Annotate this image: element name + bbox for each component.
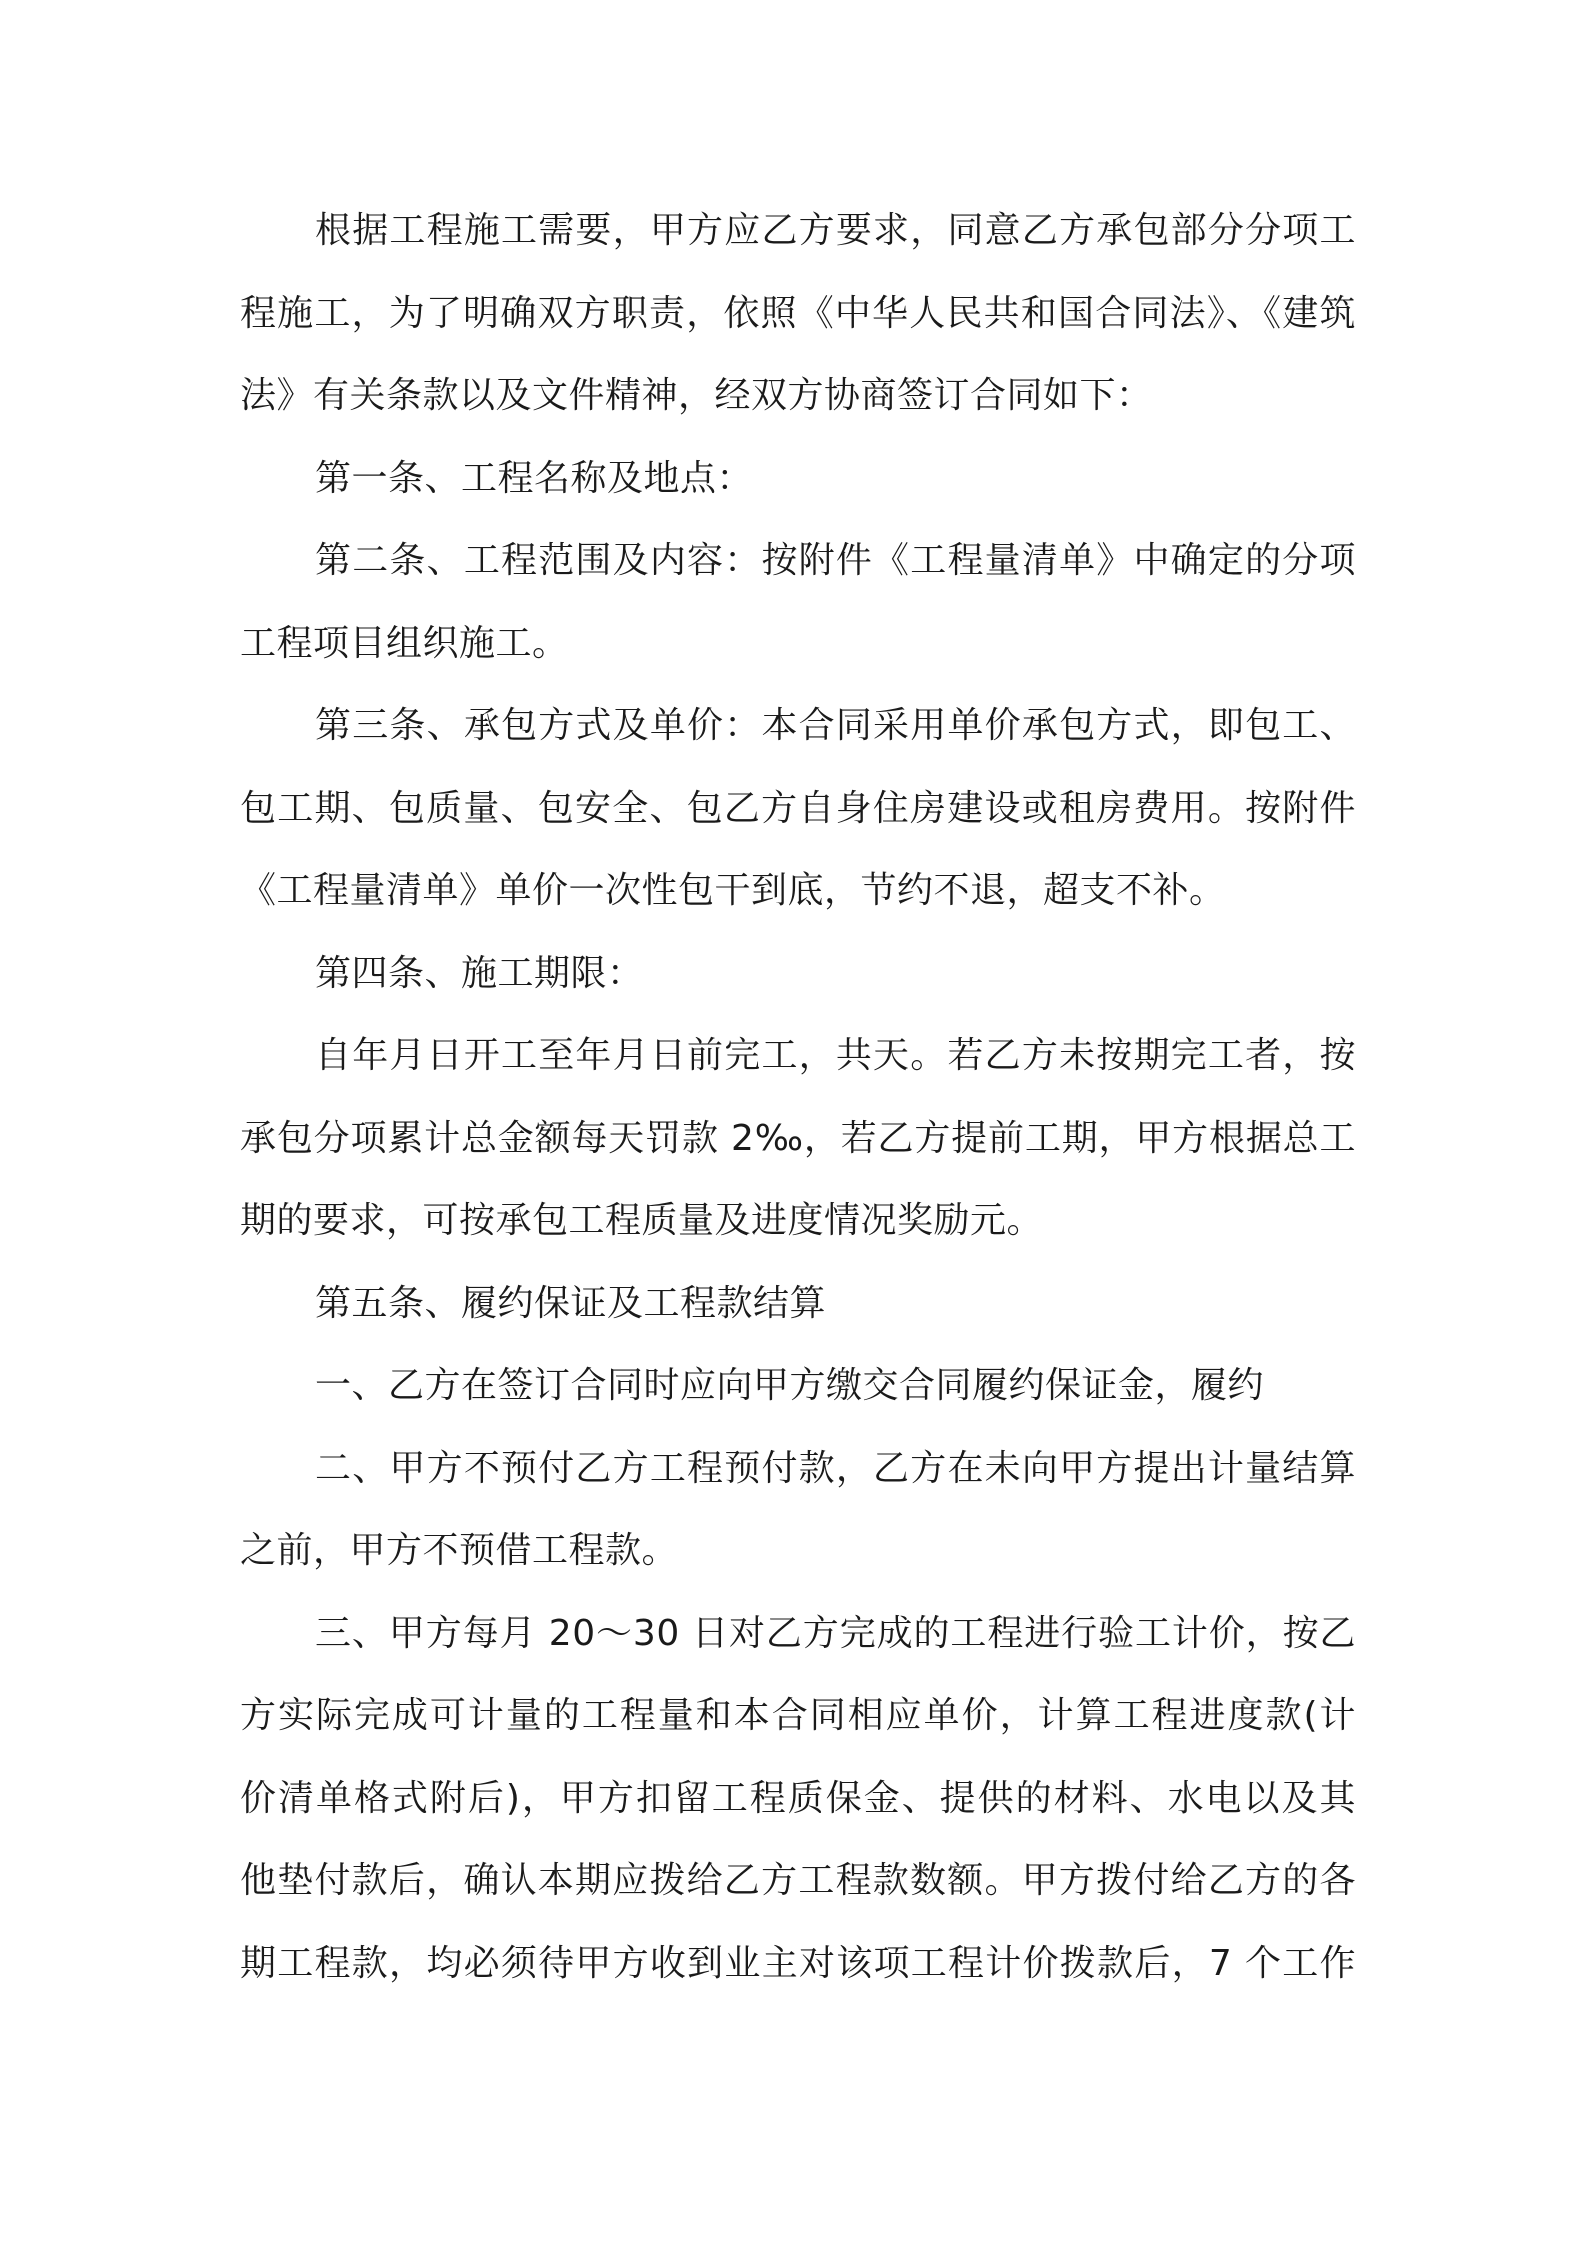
text-line: 自年月日开工至年月日前完工，共天。若乙方未按期完工者，按 — [315, 1035, 1356, 1076]
text-line: 之前，甲方不预借工程款。 — [240, 1530, 679, 1571]
text-line: 价清单格式附后)，甲方扣留工程质保金、提供的材料、水电以及其 — [240, 1777, 1356, 1819]
text-line: 他垫付款后，确认本期应拨给乙方工程款数额。甲方拨付给乙方的各 — [240, 1860, 1356, 1901]
text-line: 承包分项累计总金额每天罚款 2‰，若乙方提前工期，甲方根据总工 — [240, 1117, 1356, 1159]
document-body — [240, 190, 1356, 2005]
text-line: 第四条、施工期限： — [315, 952, 644, 994]
text-line: 方实际完成可计量的工程量和本合同相应单价，计算工程进度款(计 — [240, 1695, 1356, 1736]
text-line: 二、甲方不预付乙方工程预付款，乙方在未向甲方提出计量结算 — [315, 1447, 1356, 1489]
text-line: 《工程量清单》单价一次性包干到底，节约不退，超支不补。 — [240, 870, 1226, 911]
text-line: 法》有关条款以及文件精神，经双方协商签订合同如下： — [240, 375, 1153, 416]
text-line: 第三条、承包方式及单价：本合同采用单价承包方式，即包工、 — [315, 705, 1356, 746]
text-line: 第二条、工程范围及内容：按附件《工程量清单》中确定的分项 — [315, 540, 1356, 581]
text-line: 程施工，为了明确双方职责，依照《中华人民共和国合同法》、《建筑 — [240, 292, 1356, 334]
text-line: 期的要求，可按承包工程质量及进度情况奖励元。 — [240, 1200, 1044, 1241]
text-line: 工程项目组织施工。 — [240, 622, 569, 664]
text-line: 第一条、工程名称及地点： — [315, 457, 754, 499]
text-line: 三、甲方每月 20～30 日对乙方完成的工程进行验工计价，按乙 — [315, 1612, 1356, 1654]
text-line: 包工期、包质量、包安全、包乙方自身住房建设或租房费用。按附件 — [240, 787, 1356, 829]
text-line: 根据工程施工需要，甲方应乙方要求，同意乙方承包部分分项工 — [315, 210, 1356, 251]
text-line: 一、乙方在签订合同时应向甲方缴交合同履约保证金，履约 — [315, 1365, 1265, 1406]
text-line: 第五条、履约保证及工程款结算 — [315, 1282, 827, 1324]
text-line: 期工程款，均必须待甲方收到业主对该项工程计价拨款后，7 个工作 — [240, 1942, 1356, 1984]
